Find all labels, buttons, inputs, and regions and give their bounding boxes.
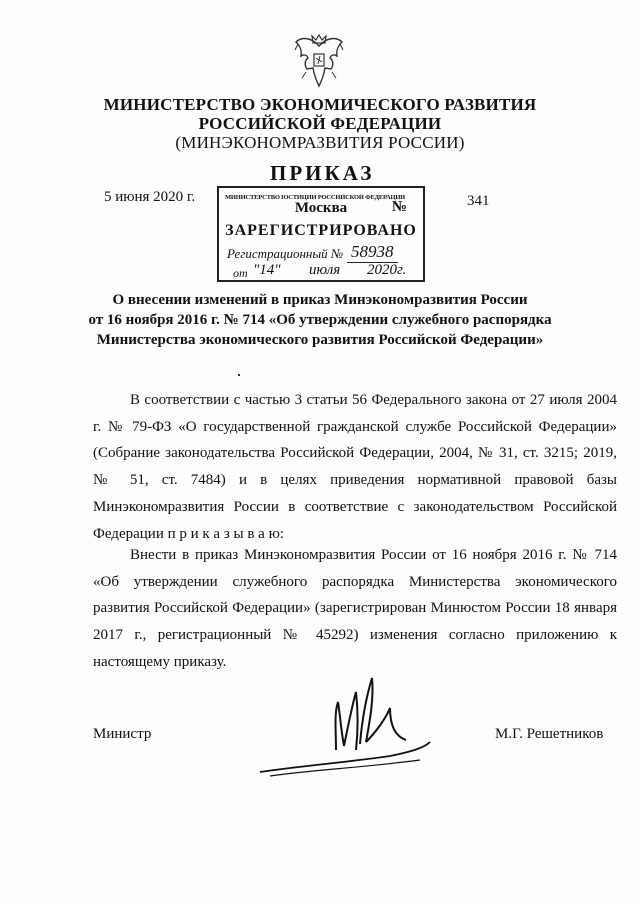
stamp-date-month: июля [309,262,341,278]
subject-line3: Министерства экономического развития Российской Федерации» [96,332,544,348]
stamp-registered-label: ЗАРЕГИСТРИРОВАНО [225,222,417,239]
stamp-city: Москва [294,200,348,216]
signatory-name: М.Г. Решетников [495,726,604,742]
order-date: 5 июня 2020 г. [104,189,196,205]
stamp-date-day: "14" [253,262,281,278]
subject-line2: от 16 ноября 2016 г. № 714 «Об утверждении служебного распорядка [88,312,552,328]
stamp-day-underline [253,280,299,281]
stamp-regno-value: 58938 [347,242,398,263]
subject-line1: О внесении изменений в приказ Минэкономразвития России [112,292,528,308]
stamp-date-label: от [233,266,248,280]
ministry-name-line2: РОССИЙСКОЙ ФЕДЕРАЦИИ [198,114,442,133]
order-number: 341 [467,193,490,209]
ministry-name-line1: МИНИСТЕРСТВО ЭКОНОМИЧЕСКОГО РАЗВИТИЯ [103,95,537,114]
registration-stamp [217,186,425,282]
handwritten-signature [240,668,470,780]
scan-speck [238,374,240,376]
stamp-month-underline [305,280,363,281]
signatory-position: Министр [93,726,152,742]
stamp-date-year: 2020г. [367,262,407,278]
body-paragraph-2: Внести в приказ Минэкономразвития России от 16 ноября 2016 г. № 714 «Об утверждении служебного распорядка Министерства экономического развития Российской Федерации» (зарегистрирован Минюстом России 18 января 2017 г., регистрационный № 45292) изменения согласно приложению к настоящему приказу. [93,547,617,670]
order-title: ПРИКАЗ [270,161,375,185]
body-paragraph-1: В соответствии с частью 3 статьи 56 Федерального закона от 27 июля 2004 г. № 79-ФЗ «О государственной гражданской службе Российской Федерации» (Собрание законодательства Российской Федерации, 2004, № 31, ст. 3215; 2019, № 51, ст. 7484) и в целях приведения нормативной правовой базы Минэкономразвития России в соответствие с законодательством Российской Федерации п р и к а з ы в а ю: [93,392,617,542]
ministry-short-name: (МИНЭКОНОМРАЗВИТИЯ РОССИИ) [175,133,465,152]
stamp-organization: МИНИСТЕРСТВО ЮСТИЦИИ РОССИЙСКОЙ ФЕДЕРАЦИИ [225,194,406,201]
stamp-number-sign: № [391,199,407,215]
stamp-regno-label: Регистрационный № [227,246,344,261]
double-headed-eagle-icon [292,32,346,92]
